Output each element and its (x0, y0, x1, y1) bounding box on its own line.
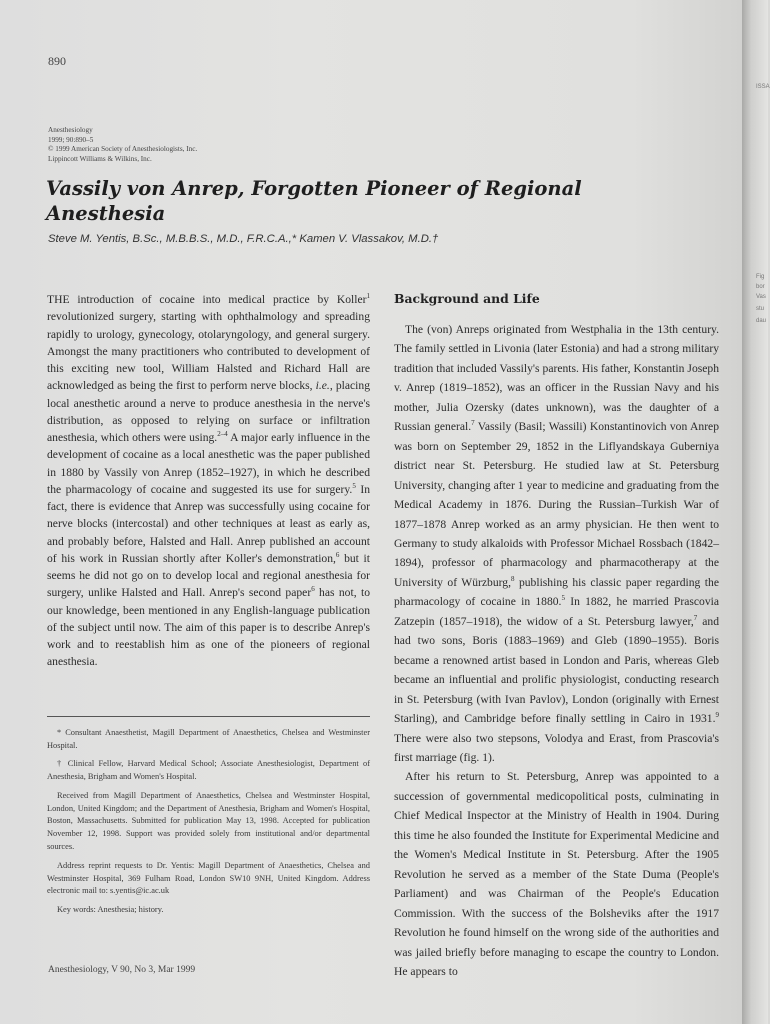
footnote: † Clinical Fellow, Harvard Medical School; Associate Anesthesiologist, Department of Anesthesia, Brigham and Women's Hospital. (47, 759, 370, 782)
text-run: but it seems he did not go on to develop local and regional anesthesia for surgery, unlike Halsted and Hall. Anrep's second paper (47, 551, 370, 600)
text-run: publishing his classic paper regarding the pharmacology of cocaine in 1880. (394, 575, 719, 609)
intro-paragraph (47, 291, 370, 671)
section-heading: Background and Life (394, 291, 540, 306)
text-run: In fact, there is evidence that Anrep was successfully using cocaine for nerve blocks (intercostal) and other techniques at least as early as, and probably before, Halsted and Hall. Anrep published an account of his work in Russian shortly after Koller's demonstration, (47, 482, 370, 565)
running-footer: Anesthesiology, V 90, No 3, Mar 1999 (48, 965, 196, 975)
edge-fragment: dau (756, 318, 767, 324)
section-body (394, 320, 719, 981)
body-paragraph: After his return to St. Petersburg, Anrep was appointed to a succession of governmental medicopolitical posts, culminating in Chief Medical Inspector at the Ministry of Health in 1904. During this time he also founded the Institute for Experimental Medicine and the Women's Medical Institute in St. Petersburg. After the 1905 Revolution he served as a member of the State Duma (People's Parliament) and was Chairman of the People's Education Commission. With the success of the Bolsheviks after the 1917 Revolution he found himself on the wrong side of the authorities and was jailed briefly before managing to escape the country to London. He appears to (394, 770, 719, 978)
page-number: 890 (48, 54, 66, 68)
footnote: Address reprint requests to Dr. Yentis: Magill Department of Anaesthetics, Chelsea and Westminster Hospital, 369 Fulham Road, London SW10 9NH, United Kingdom. Address electronic mail to: s.yentis@ic.ac.uk (47, 860, 370, 896)
edge-fragment: Vas (756, 294, 766, 300)
reference-marker: 6 (311, 585, 315, 594)
text-run: Vassily (Basil; Wassili) Konstantinovich von Anrep was born on September 29, 1852 in the Liflyandskaya Guberniya district near St. Petersburg. He studied law at St. Petersburg University, changing after 1 year to medicine and graduating from the Medical Academy in 1876. During the Russian–Turkish War of 1877–1878 Anrep worked as an army physician. He then went to Germany to study alkaloids with Professor Michael Rossbach (1842–1894), professor of pharmacology and pharmacotherapy at the University of Würzburg, (394, 420, 719, 589)
left-column (47, 291, 370, 671)
reference-marker: 6 (335, 550, 340, 559)
text-run: There were also two stepsons, Volodya and Erast, from Prascovia's first marriage (fig. 1). (394, 731, 719, 764)
reference-marker: 7 (693, 613, 698, 622)
adjacent-page-edge (742, 0, 768, 1024)
text-run: and had two sons, Boris (1883–1969) and Gleb (1890–1955). Boris became a renowned artist based in London and Paris, whereas Gleb became an influential and prolific physiologist, conducting research in St. Petersburg (with Ivan Pavlov), London (originally with Ernest Starling), and Cambridge before finally settling in Cairo in 1931. (394, 614, 720, 726)
text-run: , placing local anesthetic around a nerve to produce anesthesia in the nerve's distribution, as opposed to relying on surface or infiltration anesthesia, which others were using. (47, 379, 370, 444)
reference-marker: 7 (471, 419, 475, 428)
reference-marker: 2–4 (217, 430, 228, 439)
journal-meta-line: Lippincott Williams & Wilkins, Inc. (48, 154, 152, 163)
text-run: The (von) Anreps originated from Westphalia in the 13th century. The family settled in Livonia (later Estonia) and had a strong military tradition that included Vassily's parents. His father, Konstantin Joseph v. Anrep (1819–1852), was an officer in the Russian Navy and his mother, Julia Ozersky (dates unknown), was the daughter of a Russian general. (394, 323, 719, 434)
reference-marker: 8 (511, 575, 515, 584)
footnote: * Consultant Anaesthetist, Magill Department of Anaesthetics, Chelsea and Westminster Hospital. (47, 728, 370, 750)
edge-fragment: ISSA (756, 84, 770, 90)
journal-meta-line: © 1999 American Society of Anesthesiologists, Inc. (48, 145, 198, 154)
body-paragraph (394, 320, 719, 767)
text-run: THE introduction of cocaine into medical practice by Koller (47, 293, 367, 306)
text-run: A major early influence in the development of cocaine as a local anesthetic was the paper published in 1880 by Vassily von Anrep (1852–1927), in which he described the pharmacology of cocaine and suggested its use for surgery. (47, 431, 370, 496)
article-title: Vassily von Anrep, Forgotten Pioneer of Regional Anesthesia (46, 177, 582, 225)
article-authors: Steve M. Yentis, B.Sc., M.B.B.S., M.D., F.R.C.A.,* Kamen V. Vlassakov, M.D.† (48, 233, 439, 245)
footnote: Key words: Anesthesia; history. (57, 904, 164, 914)
reference-marker: 9 (715, 711, 719, 720)
footnotes (47, 727, 370, 922)
edge-fragment: bor (756, 284, 765, 290)
reference-marker: 1 (366, 292, 370, 301)
edge-fragment: stu (756, 306, 765, 312)
journal-meta-line: 1999; 90:890–5 (48, 135, 94, 144)
text-run: has not, to our knowledge, been mentioned in any English-language publication of the subject until now. The aim of this paper is to describe Anrep's work and to reestablish him as one of the pioneers of regional anesthesia. (47, 586, 370, 669)
footnote: Received from Magill Department of Anaesthetics, Chelsea and Westminster Hospital, London, United Kingdom; and the Department of Anesthesia, Brigham and Women's Hospital, Boston, Massachusetts. Submitted for publication May 13, 1998. Accepted for publication November 12, 1998. Support was provided solely from institutional and/or departmental sources. (47, 790, 370, 852)
reference-marker: 5 (352, 481, 356, 490)
text-run: In 1882, he married Prascovia Zatzepin (1857–1918), the widow of a St. Petersburg lawyer, (394, 595, 719, 628)
edge-fragment: Fig (756, 274, 765, 280)
right-column (394, 290, 719, 981)
footnote-divider (47, 716, 370, 717)
text-run: revolutionized surgery, starting with ophthalmology and spreading rapidly to urology, gynecology, otolaryngology, and general surgery. Amongst the many practitioners who contributed to development of this exciting new tool, William Halsted and Richard Hall are acknowledged as being the first to perform nerve blocks, (47, 310, 370, 393)
text-run-italic: i.e. (315, 379, 330, 393)
journal-meta-line: Anesthesiology (48, 126, 93, 134)
journal-meta (48, 126, 197, 164)
reference-marker: 5 (561, 594, 565, 603)
